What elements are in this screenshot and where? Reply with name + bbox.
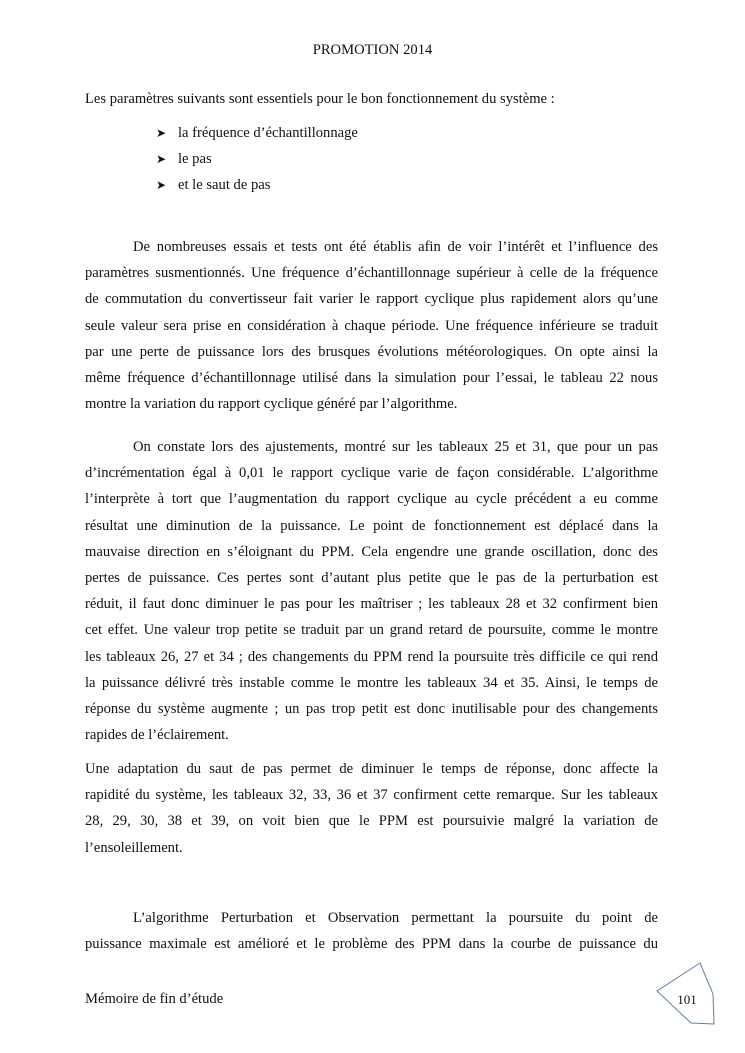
text-line: résultat une diminution de la puissance. Le point de fonctionnement est déplacé dans la xyxy=(85,517,658,534)
bullet-text: et le saut de pas xyxy=(178,177,271,193)
text-line: puissance maximale est amélioré et le problème des PPM dans la courbe de puissance du xyxy=(85,936,658,953)
text-line: l’ensoleillement. xyxy=(85,839,183,856)
text-line: l’interprète à tort que l’augmentation du rapport cyclique au cycle précédent a eu comme xyxy=(85,491,658,508)
arrow-bullet-icon: ➤ xyxy=(156,152,167,166)
intro-text: Les paramètres suivants sont essentiels pour le bon fonctionnement du système : xyxy=(85,91,555,107)
arrow-bullet-icon: ➤ xyxy=(156,178,167,192)
footer-title: Mémoire de fin d’étude xyxy=(85,991,224,1007)
text-line: rapidité du système, les tableaux 32, 33, 36 et 37 confirment cette remarque. Sur les tableaux xyxy=(85,787,658,804)
page-number-badge xyxy=(650,958,722,1030)
text-line: mauvaise direction en s’éloignant du PPM. Cela engendre une grande oscillation, donc des xyxy=(85,543,658,560)
page-header: PROMOTION 2014 xyxy=(312,42,433,58)
text-line: d’incrémentation égal à 0,01 le rapport cyclique varie de façon considérable. L’algorithme xyxy=(85,465,658,482)
text-line: les tableaux 26, 27 et 34 ; des changements du PPM rend la poursuite très difficile ce qui rend xyxy=(85,648,658,665)
text-line: De nombreuses essais et tests ont été établis afin de voir l’intérêt et l’influence des xyxy=(133,239,658,255)
text-line: 28, 29, 30, 38 et 39, on voit bien que le PPM est poursuivie malgré la variation de xyxy=(85,813,658,830)
text-line: On constate lors des ajustements, montré sur les tableaux 25 et 31, que pour un pas xyxy=(133,439,658,455)
page-number: 101 xyxy=(677,992,697,1007)
text-line: L’algorithme Perturbation et Observation permettant la poursuite du point de xyxy=(133,910,658,926)
bullet-text: la fréquence d’échantillonnage xyxy=(178,125,358,141)
text-line: réponse du système augmente ; un pas trop petit est donc inutilisable pour des changements xyxy=(85,701,658,717)
text-line: seule valeur sera prise en considération à chaque période. Une fréquence inférieure se traduit xyxy=(85,317,658,334)
text-line: Une adaptation du saut de pas permet de diminuer le temps de réponse, donc affecte la xyxy=(85,761,658,777)
text-line: montre la variation du rapport cyclique généré par l’algorithme. xyxy=(85,396,458,413)
text-line: réduit, il faut donc diminuer le pas pour les maîtriser ; les tableaux 28 et 32 confirment bien xyxy=(85,596,658,613)
text-line: cet effet. Une valeur trop petite se traduit par un grand retard de poursuite, comme le montre xyxy=(85,622,658,639)
text-line: même fréquence d’échantillonnage utilisé dans la simulation pour l’essai, le tableau 22 nous xyxy=(85,370,658,386)
text-line: pertes de puissance. Ces pertes sont d’autant plus petite que le pas de la perturbation est xyxy=(85,570,658,586)
text-line: la puissance délivré très instable comme le montre les tableaux 34 et 35. Ainsi, le temps de xyxy=(85,674,658,691)
text-line: paramètres susmentionnés. Une fréquence d’échantillonnage supérieur à celle de la fréquence xyxy=(85,265,658,282)
pentagon-badge-icon xyxy=(650,958,722,1030)
bullet-text: le pas xyxy=(178,151,212,167)
arrow-bullet-icon: ➤ xyxy=(156,126,167,140)
text-line: par une perte de puissance lors des brusques évolutions météorologiques. On opte ainsi la xyxy=(85,343,658,360)
text-line: de commutation du convertisseur fait varier le rapport cyclique plus rapidement alors qu’une xyxy=(85,291,658,308)
text-line: rapides de l’éclairement. xyxy=(85,727,229,744)
